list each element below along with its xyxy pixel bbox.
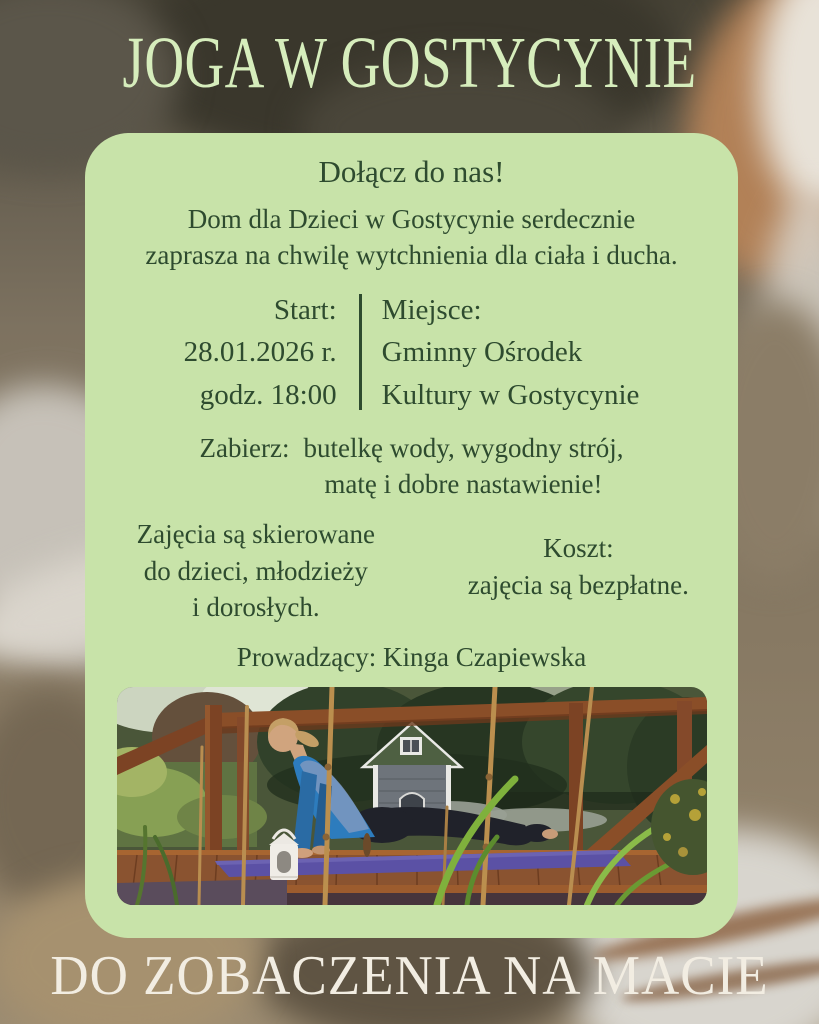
start-time: godz. 18:00 <box>199 378 337 411</box>
intro-text <box>85 202 738 273</box>
audience-line: do dzieci, młodzieży <box>143 555 368 586</box>
intro-line: zaprasza na chwilę wytchnienia dla ciała i ducha. <box>145 239 678 270</box>
start-date: 28.01.2026 r. <box>183 336 337 369</box>
lantern-icon <box>269 830 299 880</box>
card-heading: Dołącz do nas! <box>318 154 505 189</box>
yoga-photo <box>117 687 707 905</box>
bring-items <box>303 430 623 503</box>
place-column <box>382 289 640 415</box>
schedule-section <box>85 289 738 415</box>
audience-column <box>85 516 419 625</box>
bring-line: butelkę wody, wygodny strój, <box>303 432 624 463</box>
cost-column <box>419 516 738 625</box>
poster-footer: DO ZOBACZENIA NA MACIE <box>50 945 769 1007</box>
cost-label: Koszt: <box>543 533 614 564</box>
details-section <box>85 516 738 625</box>
audience-line: Zajęcia są skierowane <box>136 519 376 550</box>
poster-title: JOGA W GOSTYCYNIE <box>122 21 697 103</box>
bring-section <box>85 430 738 503</box>
place-label: Miejsce: <box>381 294 482 327</box>
audience-line: i dorosłych. <box>192 592 320 623</box>
intro-line: Dom dla Dzieci w Gostycynie serdecznie <box>187 204 636 235</box>
place-line: Gminny Ośrodek <box>381 336 583 369</box>
cost-value: zajęcia są bezpłatne. <box>467 569 689 600</box>
instructor-line: Prowadzący: Kinga Czapiewska <box>236 641 587 672</box>
start-column <box>184 289 337 415</box>
info-card <box>85 133 738 938</box>
place-line: Kultury w Gostycynie <box>381 378 640 411</box>
start-label: Start: <box>273 294 337 327</box>
yoga-photo-illustration <box>117 687 707 905</box>
bring-line: matę i dobre nastawienie! <box>324 469 603 500</box>
vertical-divider <box>359 294 362 409</box>
bring-label: Zabierz: <box>199 432 290 463</box>
